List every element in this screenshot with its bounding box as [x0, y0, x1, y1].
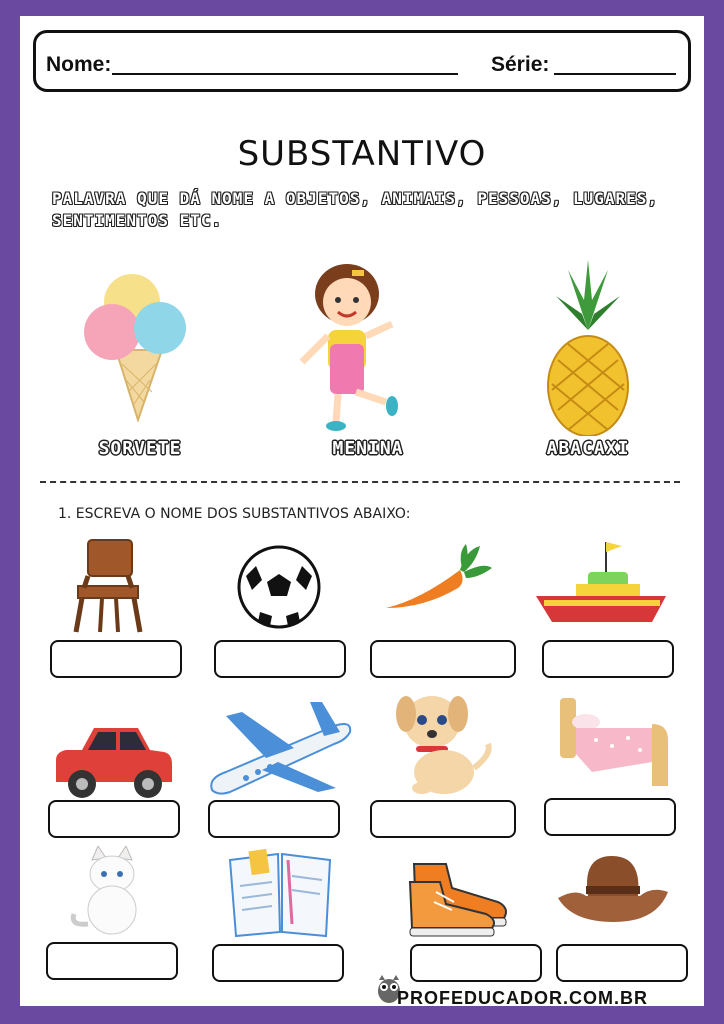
example-label-abacaxi: ABACAXI [546, 438, 630, 459]
answer-box-5[interactable] [48, 800, 180, 838]
ice-cream-icon [78, 272, 194, 422]
answer-box-4[interactable] [542, 640, 674, 678]
page-title: SUBSTANTIVO [237, 134, 487, 174]
answer-box-12[interactable] [556, 944, 688, 982]
cat-icon [70, 846, 154, 936]
hat-icon [556, 846, 670, 926]
footer-site: PROFEDUCADOR.COM.BR [397, 988, 648, 1008]
sneakers-icon [406, 858, 512, 938]
girl-icon [292, 254, 402, 432]
book-icon [226, 846, 336, 938]
boat-icon [534, 536, 668, 628]
answer-box-7[interactable] [370, 800, 516, 838]
answer-box-9[interactable] [46, 942, 178, 980]
name-label: Nome: [46, 53, 112, 76]
chair-icon [72, 536, 144, 636]
puppy-icon [392, 684, 496, 796]
worksheet [20, 16, 704, 1006]
section-divider [40, 481, 680, 483]
definition-text: PALAVRA QUE DÁ NOME A OBJETOS, ANIMAIS, PESSOAS, LUGARES, SENTIMENTOS ETC. [52, 189, 659, 230]
example-label-menina: MENINA [332, 438, 404, 459]
answer-box-8[interactable] [544, 798, 676, 836]
answer-box-10[interactable] [212, 944, 344, 982]
answer-box-2[interactable] [214, 640, 346, 678]
answer-box-1[interactable] [50, 640, 182, 678]
carrot-icon [380, 542, 496, 614]
example-label-sorvete: SORVETE [98, 438, 182, 459]
soccer-ball-icon [236, 544, 322, 630]
grade-field[interactable] [554, 73, 676, 75]
answer-box-6[interactable] [208, 800, 340, 838]
grade-label: Série: [491, 53, 550, 76]
name-field[interactable] [112, 73, 458, 75]
answer-box-11[interactable] [410, 944, 542, 982]
bed-icon [556, 694, 672, 790]
answer-box-3[interactable] [370, 640, 516, 678]
airplane-icon [206, 696, 356, 796]
header-box [33, 30, 691, 92]
car-icon [52, 720, 176, 802]
exercise-instruction: 1. ESCREVA O NOME DOS SUBSTANTIVOS ABAIXO: [58, 506, 411, 522]
pineapple-icon [538, 260, 638, 436]
